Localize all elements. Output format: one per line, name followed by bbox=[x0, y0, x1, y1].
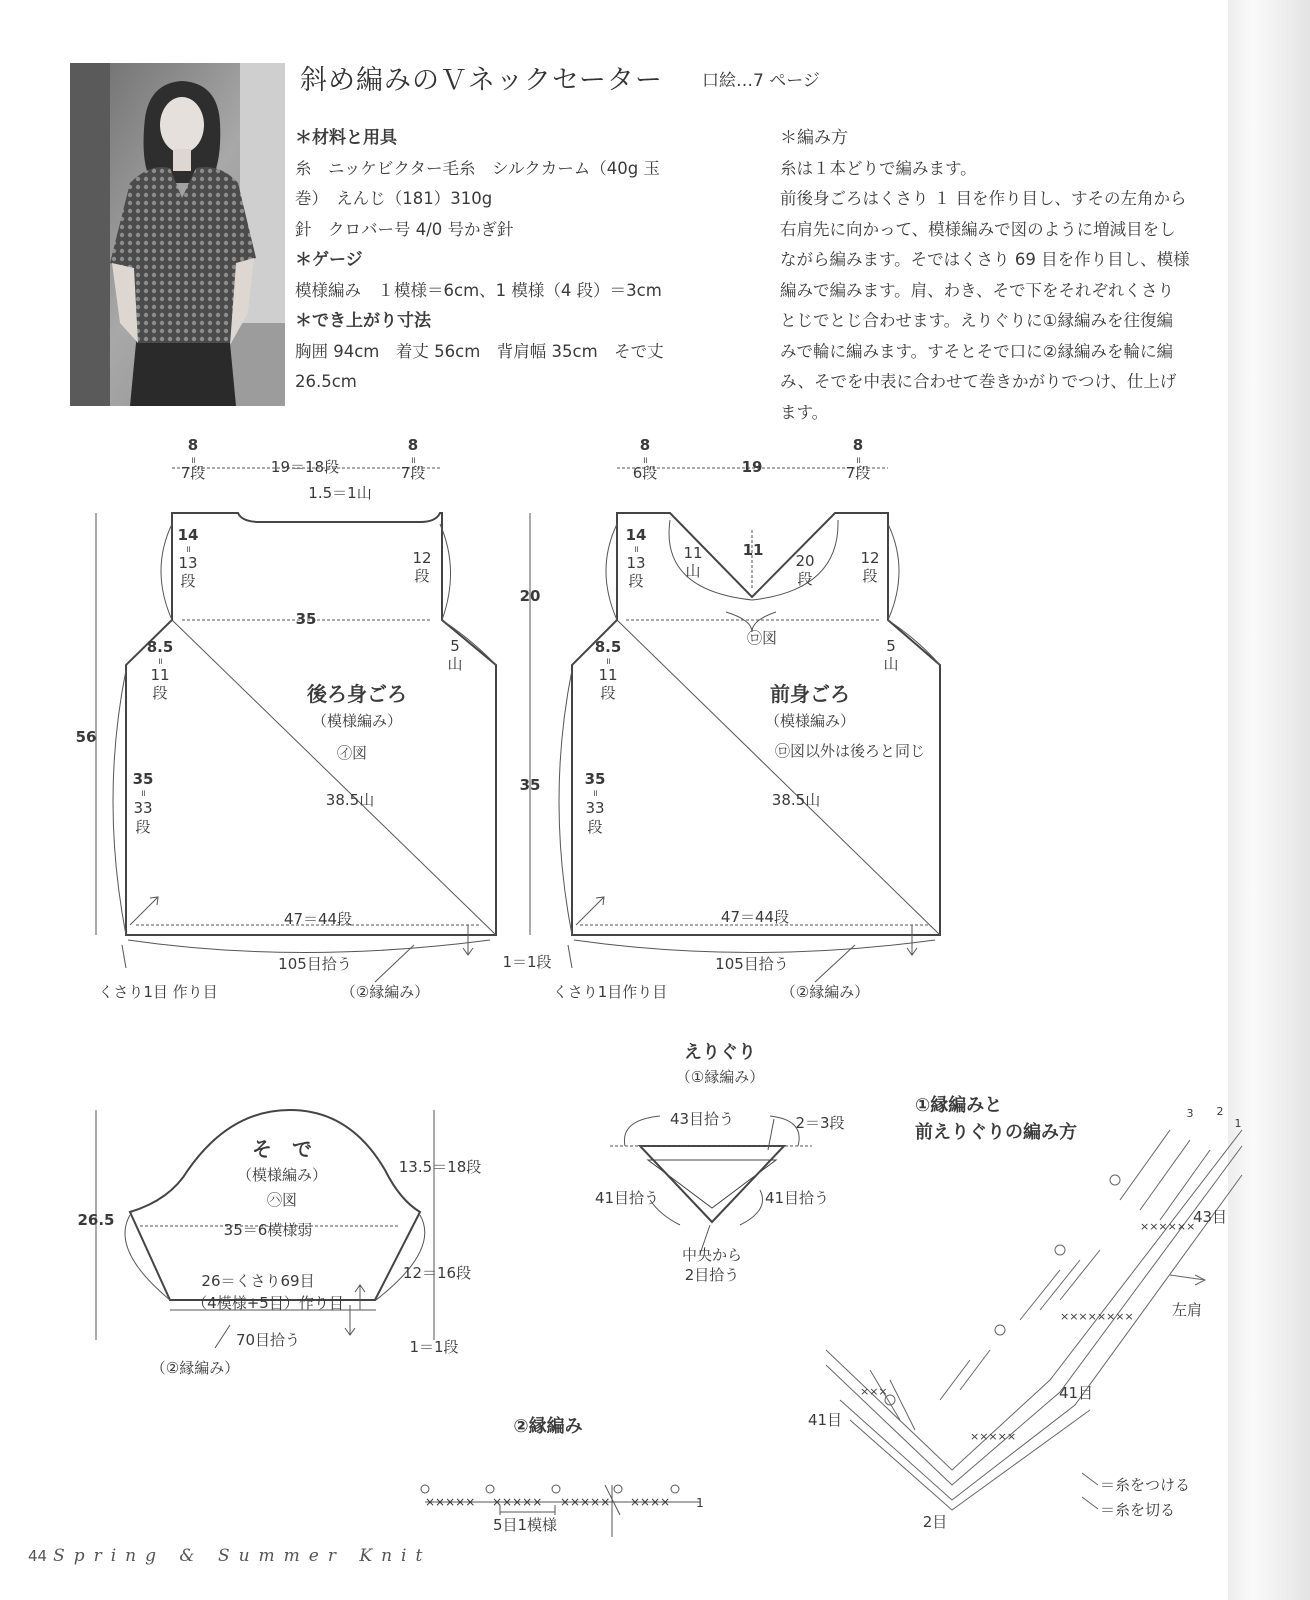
front-left-20: 20 bbox=[519, 587, 541, 605]
edge2-row-1: 1 bbox=[696, 1496, 704, 1510]
series-name: Spring & Summer Knit bbox=[53, 1546, 432, 1566]
front-h85-eq: ॥ bbox=[605, 657, 611, 667]
back-h14-dan: 段 bbox=[180, 572, 196, 590]
collar-center-2: 2目拾う bbox=[684, 1266, 740, 1284]
svg-text:×××××: ××××× bbox=[425, 1495, 476, 1509]
back-h85: 8.5 bbox=[146, 638, 174, 656]
collar-sub: （①縁編み） bbox=[675, 1068, 765, 1086]
instruction-line: ます。 bbox=[780, 402, 829, 422]
front-v11-left: 11 bbox=[683, 544, 703, 562]
front-h35: 35 bbox=[584, 770, 606, 788]
back-h14-13: 13 bbox=[178, 554, 198, 572]
collar-pick43: 43目拾う bbox=[669, 1110, 735, 1128]
front-top-6a: 6段 bbox=[632, 464, 658, 482]
back-top-8a: 8 bbox=[187, 436, 199, 454]
edge1-st41r: 41目 bbox=[1058, 1384, 1094, 1402]
sleeve-h135: 13.5＝18段 bbox=[398, 1158, 482, 1176]
legend-attach: ＝糸をつける bbox=[1100, 1476, 1191, 1494]
back-h35-eq: ॥ bbox=[140, 789, 146, 799]
front-left-35: 35 bbox=[519, 776, 541, 794]
back-total-h: 56 bbox=[75, 728, 97, 746]
gauge-heading: ＊ゲージ bbox=[295, 250, 363, 270]
sleeve-zu: ㋩図 bbox=[266, 1191, 298, 1209]
back-neck: 1.5＝1山 bbox=[308, 484, 372, 502]
yarn-line-1: 糸 ニッケビクター毛糸 シルクカーム（40g 玉 bbox=[295, 158, 660, 178]
back-yama5: 5 bbox=[450, 637, 460, 655]
front-top-7b: 7段 bbox=[845, 464, 871, 482]
sleeve-w26-2: （4模様+5目）作り目 bbox=[192, 1294, 344, 1312]
front-body-outline bbox=[572, 513, 940, 935]
edge1-row-3: 3 bbox=[1186, 1107, 1194, 1120]
front-top-eq-b: ॥ bbox=[855, 456, 861, 466]
front-h85: 8.5 bbox=[594, 638, 622, 656]
edge1-st2: 2目 bbox=[922, 1513, 948, 1531]
edge1-title-2: 前えりぐりの編み方 bbox=[915, 1122, 1077, 1143]
sleeve-w35: 35＝6模様弱 bbox=[223, 1221, 313, 1239]
back-top-eq-b: ॥ bbox=[410, 456, 416, 466]
front-v20-dan: 段 bbox=[797, 570, 813, 588]
back-pick: 105目拾う bbox=[278, 955, 352, 973]
collar-rows: 2＝3段 bbox=[795, 1114, 845, 1132]
front-v20: 20 bbox=[795, 552, 815, 570]
front-h35-dan: 段 bbox=[587, 818, 603, 836]
sleeve-h1: 1＝1段 bbox=[409, 1338, 459, 1356]
edge1-shoulder: 左肩 bbox=[1171, 1301, 1203, 1319]
front-h35-eq: ॥ bbox=[592, 789, 598, 799]
front-body-note: ㋺図以外は後ろと同じ bbox=[774, 742, 926, 760]
front-h35-33: 33 bbox=[585, 799, 605, 817]
sleeve-sub: （模様編み） bbox=[236, 1166, 328, 1184]
yarn-line-2: 巻） えんじ（181）310g bbox=[295, 189, 493, 208]
front-w47: 47＝44段 bbox=[720, 908, 790, 926]
back-w47: 47＝44段 bbox=[283, 910, 353, 928]
edge1-title-1: ①縁編みと bbox=[915, 1095, 1003, 1116]
front-h85-11: 11 bbox=[598, 666, 618, 684]
collar-pick41b: 41目拾う bbox=[764, 1189, 830, 1207]
back-yama5-u: 山 bbox=[447, 655, 463, 673]
back-top-7a: 7段 bbox=[180, 464, 206, 482]
front-h85-dan: 段 bbox=[600, 684, 616, 702]
back-top-19: 19＝18段 bbox=[270, 458, 340, 476]
back-h14-eq: ॥ bbox=[185, 545, 191, 555]
back-top-8b: 8 bbox=[407, 436, 419, 454]
svg-text:×××××: ××××× bbox=[492, 1495, 543, 1509]
front-top-19: 19 bbox=[741, 458, 763, 476]
instruction-line: 右肩先に向かって、模様編みで図のように増減目をし bbox=[780, 219, 1176, 239]
back-body-zu: ㋑図 bbox=[336, 744, 368, 762]
instruction-line: ながら編みます。そではくさり 69 目を作り目し、模様 bbox=[780, 250, 1190, 269]
collar-center-1: 中央から bbox=[681, 1246, 743, 1264]
svg-text:×××××: ××××× bbox=[560, 1495, 611, 1509]
edge2-repeat: 5目1模様 bbox=[492, 1516, 558, 1534]
back-h35-dan: 段 bbox=[135, 818, 151, 836]
back-diag: 38.5山 bbox=[325, 791, 375, 809]
back-h35-33: 33 bbox=[133, 799, 153, 817]
back-h12: 12 bbox=[412, 549, 432, 567]
front-top-8a: 8 bbox=[639, 436, 651, 454]
materials-heading: ＊材料と用具 bbox=[295, 128, 397, 148]
page-number: 44 bbox=[28, 1547, 48, 1565]
collar-outline bbox=[640, 1146, 784, 1222]
instruction-line: 糸は１本どりで編みます。 bbox=[780, 158, 977, 178]
front-h14: 14 bbox=[625, 526, 647, 544]
size-line-1: 胸囲 94cm 着丈 56cm 背肩幅 35cm そで丈 bbox=[295, 341, 664, 361]
front-h14-dan: 段 bbox=[628, 572, 644, 590]
sleeve-edge: （②縁編み） bbox=[150, 1359, 240, 1377]
back-h35: 35 bbox=[132, 770, 154, 788]
back-top-eq-a: ॥ bbox=[190, 456, 196, 466]
sleeve-total: 26.5 bbox=[77, 1211, 115, 1229]
back-h12-dan: 段 bbox=[414, 567, 430, 585]
front-h14-13: 13 bbox=[626, 554, 646, 572]
sleeve-h12: 12＝16段 bbox=[402, 1264, 472, 1282]
instruction-line: 前後身ごろはくさり １ 目を作り目し、すその左角から bbox=[780, 189, 1187, 208]
edge1-stitches bbox=[860, 1220, 1195, 1443]
needle-line: 針 クロバー号 4/0 号かぎ針 bbox=[295, 219, 514, 239]
front-v11-left-u: 山 bbox=[685, 562, 701, 580]
instruction-line: とじでとじ合わせます。えりぐりに①縁編みを往復編 bbox=[780, 311, 1173, 330]
size-line-2: 26.5cm bbox=[295, 372, 357, 391]
front-zu-ro: ㋺図 bbox=[746, 629, 778, 647]
back-start: くさり1目 作り目 bbox=[98, 983, 218, 1001]
back-top-7b: 7段 bbox=[400, 464, 426, 482]
edge1-row-1: 1 bbox=[1234, 1117, 1242, 1130]
gauge-line: 模様編み １模様＝6cm、1 模様（4 段）＝3cm bbox=[295, 280, 662, 300]
collar-pick41a: 41目拾う bbox=[594, 1189, 660, 1207]
back-edge: （②縁編み） bbox=[340, 983, 430, 1001]
front-body-name: 前身ごろ bbox=[770, 682, 850, 706]
back-body-name: 後ろ身ごろ bbox=[307, 682, 407, 706]
back-h85-11: 11 bbox=[150, 666, 170, 684]
front-h12-dan: 段 bbox=[862, 567, 878, 585]
page-reference: 口絵…7 ページ bbox=[702, 71, 820, 91]
front-body-sub: （模様編み） bbox=[764, 712, 856, 730]
page-footer bbox=[28, 1546, 431, 1566]
front-h12: 12 bbox=[860, 549, 880, 567]
sleeve-w26: 26＝くさり69目 bbox=[201, 1272, 315, 1290]
back-w35: 35 bbox=[295, 610, 317, 628]
front-yama5-u: 山 bbox=[883, 655, 899, 673]
instruction-line: みで輪に編みます。すそとそで口に②縁編みを輪に編 bbox=[780, 341, 1173, 361]
svg-text:××××: ×××× bbox=[630, 1495, 671, 1509]
svg-text:××××××: ×××××× bbox=[1140, 1220, 1196, 1233]
pattern-title: 斜め編みのＶネックセーター bbox=[300, 65, 663, 96]
svg-text:×××: ××× bbox=[860, 1385, 888, 1398]
front-h14-eq: ॥ bbox=[633, 545, 639, 555]
edge1-row-2: 2 bbox=[1216, 1105, 1224, 1118]
sleeve-name: そ で bbox=[252, 1137, 312, 1161]
front-v11: 11 bbox=[742, 541, 764, 559]
svg-text:×××××: ××××× bbox=[970, 1430, 1017, 1443]
front-top-8b: 8 bbox=[852, 436, 864, 454]
front-start: くさり1目作り目 bbox=[552, 983, 668, 1001]
front-pick: 105目拾う bbox=[715, 955, 789, 973]
svg-text:××××××××: ×××××××× bbox=[1060, 1310, 1134, 1323]
front-one-dan: 1＝1段 bbox=[502, 953, 552, 971]
back-h85-eq: ॥ bbox=[157, 657, 163, 667]
back-h85-dan: 段 bbox=[152, 684, 168, 702]
front-yama5: 5 bbox=[886, 637, 896, 655]
instruction-line: 編みで編みます。肩、わき、そで下をそれぞれくさり bbox=[780, 280, 1175, 300]
edge1-st43: 43目 bbox=[1192, 1208, 1228, 1226]
front-diag: 38.5山 bbox=[771, 791, 821, 809]
size-heading: ＊でき上がり寸法 bbox=[295, 311, 431, 331]
collar-name: えりぐり bbox=[684, 1042, 756, 1063]
sleeve-pick: 70目拾う bbox=[235, 1331, 301, 1349]
legend-cut: ＝糸を切る bbox=[1100, 1501, 1176, 1519]
instruction-line: み、そでを中表に合わせて巻きかがりでつけ、仕上げ bbox=[780, 372, 1177, 391]
edge1-chart bbox=[826, 1130, 1242, 1510]
edge2-title: ②縁編み bbox=[513, 1416, 583, 1437]
front-edge: （②縁編み） bbox=[780, 983, 870, 1001]
front-top-eq-a: ॥ bbox=[642, 456, 648, 466]
instructions-heading: ＊編み方 bbox=[780, 128, 848, 148]
edge1-st41l: 41目 bbox=[807, 1411, 843, 1429]
back-h14: 14 bbox=[177, 526, 199, 544]
back-body-sub: （模様編み） bbox=[311, 712, 403, 730]
